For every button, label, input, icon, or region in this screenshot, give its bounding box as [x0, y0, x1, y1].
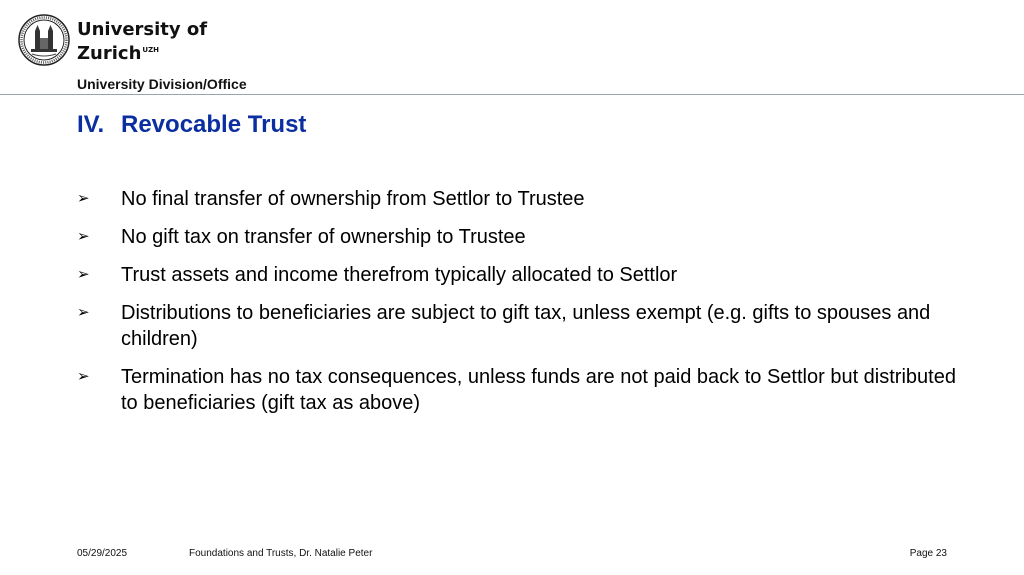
- arrow-bullet-icon: ➢: [77, 303, 90, 321]
- bullet-text: Distributions to beneficiaries are subject to gift tax, unless exempt (e.g. gifts to spouses and children): [121, 302, 931, 350]
- university-seal-icon: [18, 14, 70, 66]
- logo-line-2: [77, 40, 207, 64]
- arrow-bullet-icon: ➢: [77, 227, 90, 245]
- bullet-item: [77, 300, 957, 352]
- logo-line-1: University of: [77, 19, 208, 40]
- bullet-text: No final transfer of ownership from Settlor to Trustee: [121, 188, 585, 210]
- section-number: IV.: [77, 111, 105, 138]
- slide-header: [0, 0, 1024, 96]
- arrow-bullet-icon: ➢: [77, 367, 90, 385]
- bullet-item: [77, 262, 957, 288]
- arrow-bullet-icon: ➢: [77, 265, 90, 283]
- header-divider: [0, 94, 1024, 95]
- footer-date: 05/29/2025: [77, 548, 128, 559]
- arrow-bullet-icon: ➢: [77, 189, 90, 207]
- bullet-item: [77, 224, 957, 250]
- footer-course: Foundations and Trusts, Dr. Natalie Peter: [189, 548, 373, 559]
- university-logo-text: [77, 19, 207, 64]
- logo-line-2-text: Zurich: [77, 43, 142, 64]
- bullet-item: [77, 364, 957, 416]
- bullet-text: Termination has no tax consequences, unless funds are not paid back to Settlor but distributed to beneficiaries (gift tax as above): [121, 366, 956, 414]
- bullet-list: [77, 186, 957, 428]
- division-label: University Division/Office: [77, 76, 247, 92]
- slide-title: [77, 111, 306, 139]
- footer-page-number: Page 23: [909, 548, 947, 559]
- logo-superscript: UZH: [142, 46, 160, 54]
- bullet-item: [77, 186, 957, 212]
- section-title: Revocable Trust: [121, 111, 307, 138]
- bullet-text: No gift tax on transfer of ownership to Trustee: [121, 226, 526, 248]
- bullet-text: Trust assets and income therefrom typically allocated to Settlor: [121, 264, 678, 286]
